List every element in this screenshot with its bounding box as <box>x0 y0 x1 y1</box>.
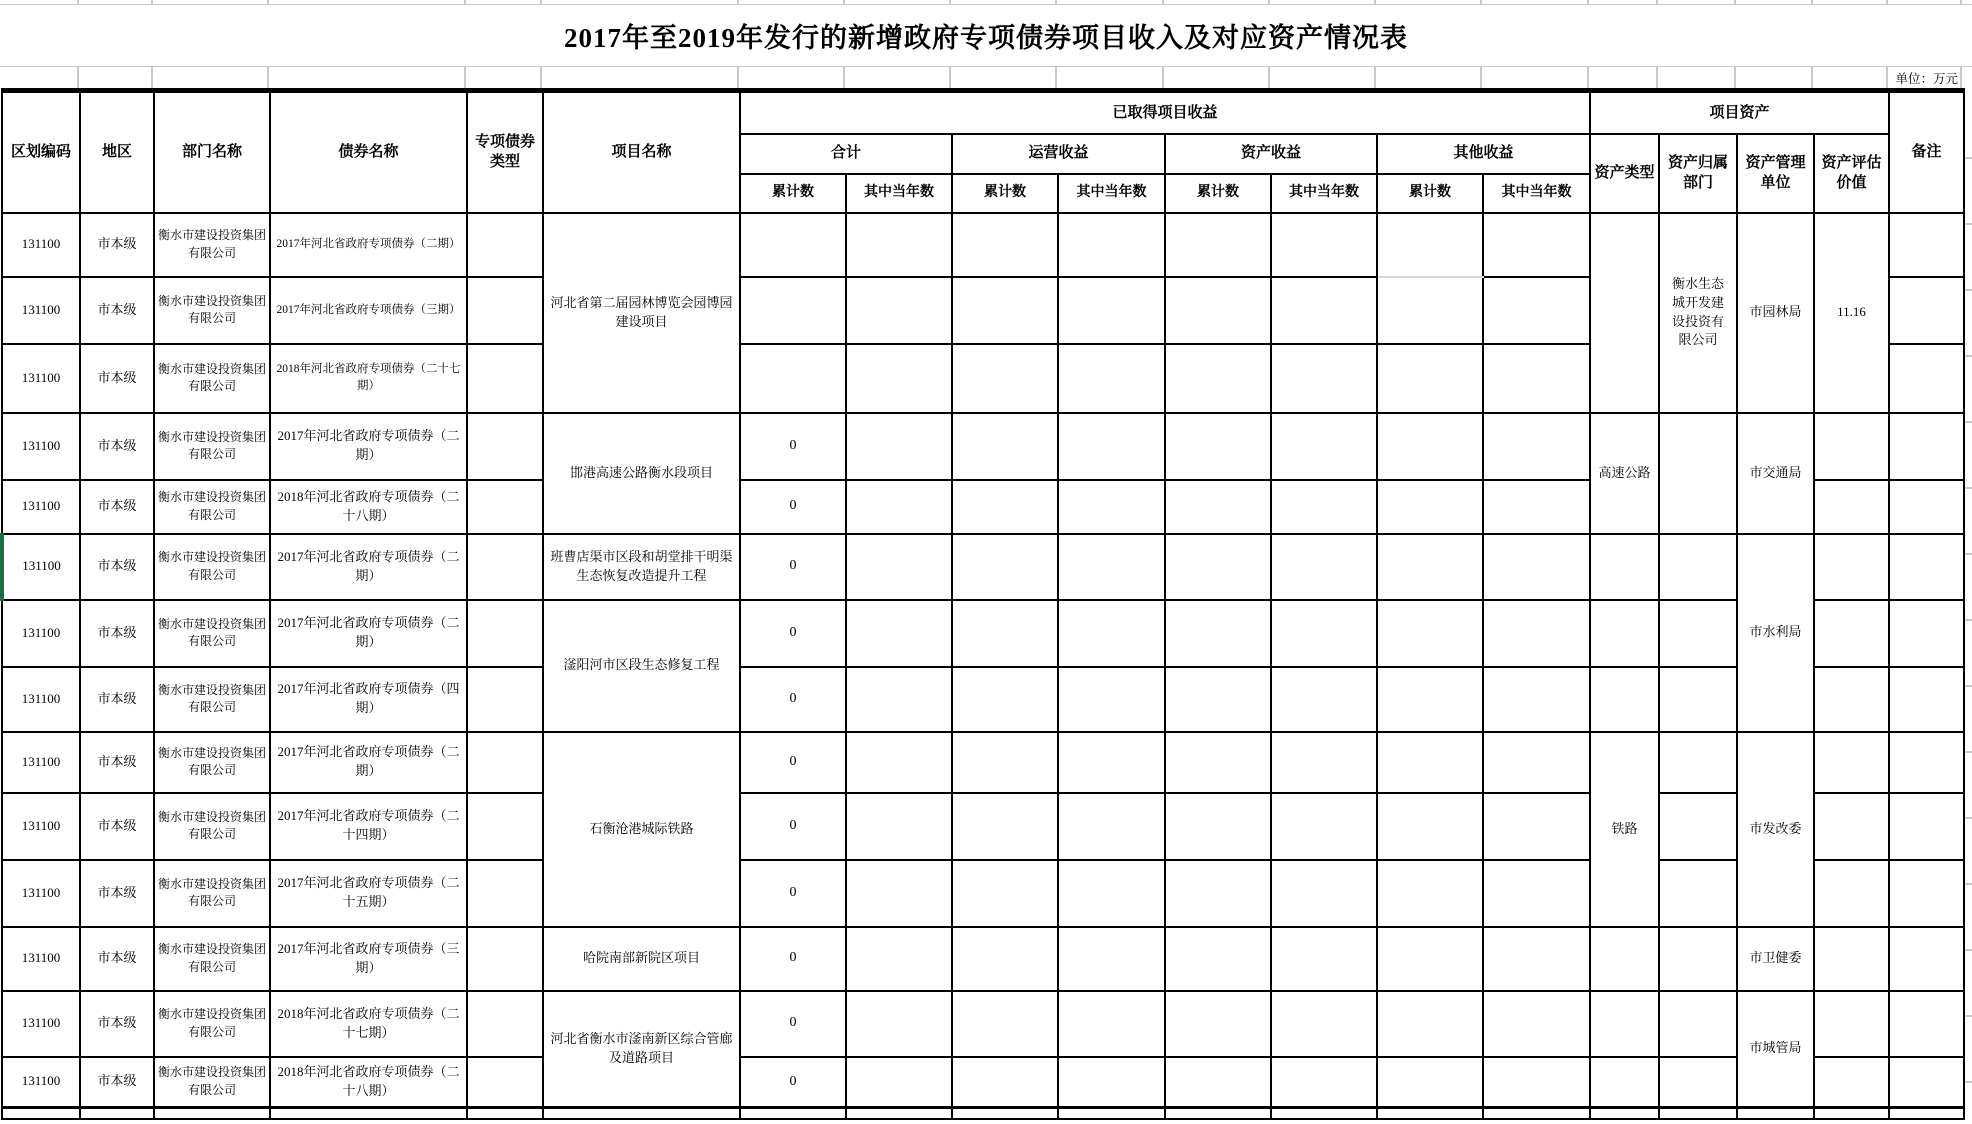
header-department[interactable]: 部门名称 <box>154 91 270 213</box>
cell-bond-name[interactable]: 2017年河北省政府专项债券（三期） <box>270 277 467 344</box>
cell-area[interactable] <box>80 1108 154 1119</box>
cell-asset-income-current-year[interactable] <box>1271 534 1377 600</box>
cell-asset-owner[interactable] <box>1659 600 1737 667</box>
cell-asset-type[interactable] <box>1590 1108 1659 1119</box>
cell-asset-income-cumulative[interactable] <box>1165 927 1271 991</box>
bond-projects-table <box>0 88 1965 1120</box>
cell-area[interactable]: 市本级 <box>80 413 154 480</box>
cell-asset-income-current-year[interactable] <box>1271 927 1377 991</box>
cell-asset-type[interactable]: 铁路 <box>1590 732 1659 927</box>
cell-operating-current-year[interactable] <box>1058 860 1165 927</box>
cell-total-cumulative[interactable] <box>740 344 846 413</box>
cell-bond-type[interactable] <box>467 344 543 413</box>
cell-total-current-year[interactable] <box>846 344 952 413</box>
cell-bond-name[interactable]: 2018年河北省政府专项债券（二十八期） <box>270 480 467 534</box>
cell-area[interactable]: 市本级 <box>80 480 154 534</box>
cell-total-current-year[interactable] <box>846 991 952 1057</box>
cell-other-cumulative[interactable] <box>1377 860 1483 927</box>
cell-asset-manager[interactable] <box>1737 1108 1814 1119</box>
cell-operating-cumulative[interactable] <box>952 732 1058 793</box>
cell-bond-type[interactable] <box>467 534 543 600</box>
cell-operating-current-year[interactable] <box>1058 667 1165 732</box>
cell-department[interactable]: 衡水市建设投资集团有限公司 <box>154 732 270 793</box>
cell-operating-cumulative[interactable] <box>952 1057 1058 1108</box>
cell-total-current-year[interactable] <box>846 927 952 991</box>
cell-operating-cumulative[interactable] <box>952 1108 1058 1119</box>
cell-asset-manager[interactable]: 市水利局 <box>1737 534 1814 732</box>
cell-bond-name[interactable]: 2017年河北省政府专项债券（二期） <box>270 600 467 667</box>
cell-remark[interactable] <box>1889 480 1964 534</box>
cell-project-name[interactable]: 河北省衡水市滏南新区综合管廊及道路项目 <box>543 991 740 1108</box>
cell-asset-valuation[interactable] <box>1814 413 1889 480</box>
cell-asset-owner[interactable]: 衡水生态城开发建设投资有限公司 <box>1659 213 1737 413</box>
cell-bond-type[interactable] <box>467 793 543 860</box>
cell-project-name[interactable]: 哈院南部新院区项目 <box>543 927 740 991</box>
cell-asset-valuation[interactable] <box>1814 600 1889 667</box>
cell-asset-owner[interactable] <box>1659 534 1737 600</box>
cell-operating-current-year[interactable] <box>1058 213 1165 277</box>
cell-total-cumulative[interactable]: 0 <box>740 413 846 480</box>
header-asset-valuation[interactable]: 资产评估价值 <box>1814 134 1889 213</box>
cell-project-name[interactable]: 班曹店渠市区段和胡堂排干明渠生态恢复改造提升工程 <box>543 534 740 600</box>
cell-asset-type[interactable] <box>1590 213 1659 413</box>
cell-bond-name[interactable]: 2017年河北省政府专项债券（二期） <box>270 534 467 600</box>
cell-asset-income-cumulative[interactable] <box>1165 413 1271 480</box>
cell-operating-cumulative[interactable] <box>952 793 1058 860</box>
cell-other-current-year[interactable] <box>1483 793 1590 860</box>
cell-asset-income-current-year[interactable] <box>1271 1108 1377 1119</box>
cell-other-current-year[interactable] <box>1483 1057 1590 1108</box>
cell-asset-valuation[interactable] <box>1814 860 1889 927</box>
cell-asset-manager[interactable]: 市园林局 <box>1737 213 1814 413</box>
cell-operating-cumulative[interactable] <box>952 277 1058 344</box>
cell-asset-owner[interactable] <box>1659 991 1737 1057</box>
cell-bond-name[interactable]: 2018年河北省政府专项债券（二十七期） <box>270 991 467 1057</box>
cell-other-current-year[interactable] <box>1483 1108 1590 1119</box>
header-bond-name[interactable]: 债券名称 <box>270 91 467 213</box>
header-income-asset[interactable]: 资产收益 <box>1165 134 1377 174</box>
cell-bond-type[interactable] <box>467 600 543 667</box>
cell-total-cumulative[interactable]: 0 <box>740 480 846 534</box>
cell-asset-income-current-year[interactable] <box>1271 860 1377 927</box>
cell-project-name[interactable]: 滏阳河市区段生态修复工程 <box>543 600 740 732</box>
cell-total-current-year[interactable] <box>846 480 952 534</box>
cell-other-cumulative[interactable] <box>1377 413 1483 480</box>
cell-bond-type[interactable] <box>467 480 543 534</box>
cell-bond-name[interactable]: 2017年河北省政府专项债券（二十四期） <box>270 793 467 860</box>
header-bond-type[interactable]: 专项债券类型 <box>467 91 543 213</box>
cell-region-code[interactable]: 131100 <box>2 860 80 927</box>
cell-asset-valuation[interactable] <box>1814 534 1889 600</box>
cell-other-current-year[interactable] <box>1483 344 1590 413</box>
cell-operating-cumulative[interactable] <box>952 344 1058 413</box>
cell-region-code[interactable]: 131100 <box>2 732 80 793</box>
cell-asset-valuation[interactable] <box>1814 793 1889 860</box>
cell-total-cumulative[interactable]: 0 <box>740 732 846 793</box>
cell-region-code[interactable]: 131100 <box>2 534 80 600</box>
cell-other-current-year[interactable] <box>1483 413 1590 480</box>
cell-remark[interactable] <box>1889 991 1964 1057</box>
header-asset-group[interactable]: 项目资产 <box>1590 91 1889 134</box>
cell-bond-type[interactable] <box>467 1057 543 1108</box>
unit-row <box>0 66 1972 88</box>
header-asset-owner[interactable]: 资产归属部门 <box>1659 134 1737 213</box>
cell-other-current-year[interactable] <box>1483 480 1590 534</box>
header-region-code[interactable]: 区划编码 <box>2 91 80 213</box>
cell-operating-current-year[interactable] <box>1058 927 1165 991</box>
cell-asset-owner[interactable] <box>1659 860 1737 927</box>
cell-remark[interactable] <box>1889 534 1964 600</box>
cell-area[interactable]: 市本级 <box>80 793 154 860</box>
header-income-operating[interactable]: 运营收益 <box>952 134 1165 174</box>
cell-department[interactable]: 衡水市建设投资集团有限公司 <box>154 277 270 344</box>
cell-asset-income-cumulative[interactable] <box>1165 213 1271 277</box>
cell-area[interactable]: 市本级 <box>80 277 154 344</box>
cell-bond-name[interactable]: 2017年河北省政府专项债券（二期） <box>270 213 467 277</box>
cell-other-cumulative[interactable] <box>1377 793 1483 860</box>
cell-region-code[interactable]: 131100 <box>2 413 80 480</box>
header-project-name[interactable]: 项目名称 <box>543 91 740 213</box>
cell-total-current-year[interactable] <box>846 534 952 600</box>
cell-area[interactable]: 市本级 <box>80 600 154 667</box>
cell-asset-income-cumulative[interactable] <box>1165 600 1271 667</box>
sheet-title: 2017年至2019年发行的新增政府专项债券项目收入及对应资产情况表 <box>564 23 1408 53</box>
cell-project-name[interactable]: 邯港高速公路衡水段项目 <box>543 413 740 534</box>
cell-remark[interactable] <box>1889 1108 1964 1119</box>
cell-total-current-year[interactable] <box>846 860 952 927</box>
cell-other-current-year[interactable] <box>1483 600 1590 667</box>
header-asset-cumulative[interactable]: 累计数 <box>1165 174 1271 213</box>
cell-total-cumulative[interactable]: 0 <box>740 793 846 860</box>
cell-operating-cumulative[interactable] <box>952 860 1058 927</box>
header-income-other[interactable]: 其他收益 <box>1377 134 1590 174</box>
cell-remark[interactable] <box>1889 277 1964 344</box>
cell-operating-current-year[interactable] <box>1058 793 1165 860</box>
cell-asset-income-cumulative[interactable] <box>1165 991 1271 1057</box>
cell-asset-valuation[interactable] <box>1814 1057 1889 1108</box>
cell-other-current-year[interactable] <box>1483 534 1590 600</box>
cell-project-name[interactable] <box>543 1108 740 1119</box>
cell-bond-type[interactable] <box>467 927 543 991</box>
cell-other-current-year[interactable] <box>1483 991 1590 1057</box>
cell-region-code[interactable]: 131100 <box>2 991 80 1057</box>
cell-asset-income-current-year[interactable] <box>1271 213 1377 277</box>
cell-remark[interactable] <box>1889 667 1964 732</box>
cell-other-cumulative[interactable] <box>1377 1108 1483 1119</box>
cell-total-current-year[interactable] <box>846 793 952 860</box>
cell-operating-cumulative[interactable] <box>952 480 1058 534</box>
cell-total-cumulative[interactable] <box>740 213 846 277</box>
cell-region-code[interactable]: 131100 <box>2 480 80 534</box>
cell-asset-type[interactable] <box>1590 1057 1659 1108</box>
cell-asset-type[interactable] <box>1590 534 1659 600</box>
cell-area[interactable]: 市本级 <box>80 534 154 600</box>
cell-remark[interactable] <box>1889 732 1964 793</box>
cell-bond-name[interactable] <box>270 1108 467 1119</box>
cell-area[interactable]: 市本级 <box>80 732 154 793</box>
cell-asset-manager[interactable]: 市交通局 <box>1737 413 1814 534</box>
cell-other-cumulative[interactable] <box>1377 927 1483 991</box>
cell-department[interactable]: 衡水市建设投资集团有限公司 <box>154 600 270 667</box>
cell-area[interactable]: 市本级 <box>80 1057 154 1108</box>
cell-asset-manager[interactable]: 市城管局 <box>1737 991 1814 1108</box>
unit-label: 单位：万元 <box>1895 71 1958 86</box>
cell-bond-name[interactable]: 2017年河北省政府专项债券（二十五期） <box>270 860 467 927</box>
cell-remark[interactable] <box>1889 600 1964 667</box>
cell-bond-type[interactable] <box>467 213 543 277</box>
cell-total-current-year[interactable] <box>846 667 952 732</box>
cell-asset-valuation[interactable] <box>1814 732 1889 793</box>
cell-region-code[interactable]: 131100 <box>2 793 80 860</box>
cell-bond-type[interactable] <box>467 277 543 344</box>
cell-operating-cumulative[interactable] <box>952 413 1058 480</box>
cell-department[interactable]: 衡水市建设投资集团有限公司 <box>154 480 270 534</box>
cell-asset-income-cumulative[interactable] <box>1165 480 1271 534</box>
cell-operating-cumulative[interactable] <box>952 534 1058 600</box>
cell-asset-owner[interactable] <box>1659 927 1737 991</box>
cell-remark[interactable] <box>1889 344 1964 413</box>
header-operating-cumulative[interactable]: 累计数 <box>952 174 1058 213</box>
header-income-group[interactable]: 已取得项目收益 <box>740 91 1590 134</box>
cell-other-cumulative[interactable] <box>1377 534 1483 600</box>
header-total-cumulative[interactable]: 累计数 <box>740 174 846 213</box>
cell-area[interactable]: 市本级 <box>80 344 154 413</box>
cell-total-cumulative[interactable] <box>740 1108 846 1119</box>
cell-remark[interactable] <box>1889 213 1964 277</box>
cell-bond-name[interactable]: 2018年河北省政府专项债券（二十八期） <box>270 1057 467 1108</box>
cell-bond-name[interactable]: 2017年河北省政府专项债券（二期） <box>270 732 467 793</box>
cell-other-current-year[interactable] <box>1483 213 1590 277</box>
cell-area[interactable]: 市本级 <box>80 860 154 927</box>
cell-operating-current-year[interactable] <box>1058 991 1165 1057</box>
cell-asset-income-cumulative[interactable] <box>1165 534 1271 600</box>
cell-region-code[interactable]: 131100 <box>2 600 80 667</box>
cell-department[interactable]: 衡水市建设投资集团有限公司 <box>154 413 270 480</box>
cell-asset-valuation[interactable] <box>1814 667 1889 732</box>
cell-asset-type[interactable] <box>1590 600 1659 667</box>
header-operating-current-year[interactable]: 其中当年数 <box>1058 174 1165 213</box>
header-asset-current-year[interactable]: 其中当年数 <box>1271 174 1377 213</box>
cell-asset-income-current-year[interactable] <box>1271 667 1377 732</box>
header-asset-type[interactable]: 资产类型 <box>1590 134 1659 213</box>
cell-other-current-year[interactable] <box>1483 277 1590 344</box>
cell-asset-valuation[interactable]: 11.16 <box>1814 213 1889 413</box>
cell-other-cumulative[interactable] <box>1377 667 1483 732</box>
header-other-cumulative[interactable]: 累计数 <box>1377 174 1483 213</box>
cell-project-name[interactable]: 河北省第二届园林博览会园博园建设项目 <box>543 213 740 413</box>
cell-asset-type[interactable] <box>1590 667 1659 732</box>
cell-bond-type[interactable] <box>467 732 543 793</box>
cell-asset-owner[interactable] <box>1659 413 1737 534</box>
cell-asset-owner[interactable] <box>1659 667 1737 732</box>
cell-total-current-year[interactable] <box>846 600 952 667</box>
cell-remark[interactable] <box>1889 793 1964 860</box>
cell-total-current-year[interactable] <box>846 413 952 480</box>
cell-region-code[interactable]: 131100 <box>2 667 80 732</box>
cell-other-cumulative[interactable] <box>1377 1057 1483 1108</box>
cell-asset-valuation[interactable] <box>1814 927 1889 991</box>
cell-region-code[interactable]: 131100 <box>2 927 80 991</box>
cell-department[interactable]: 衡水市建设投资集团有限公司 <box>154 793 270 860</box>
cell-department[interactable]: 衡水市建设投资集团有限公司 <box>154 927 270 991</box>
cell-operating-current-year[interactable] <box>1058 732 1165 793</box>
cell-region-code[interactable]: 131100 <box>2 277 80 344</box>
cell-region-code[interactable] <box>2 1108 80 1119</box>
cell-asset-income-cumulative[interactable] <box>1165 277 1271 344</box>
cell-asset-income-current-year[interactable] <box>1271 732 1377 793</box>
cell-other-cumulative[interactable] <box>1377 732 1483 793</box>
cell-total-cumulative[interactable]: 0 <box>740 667 846 732</box>
header-other-current-year[interactable]: 其中当年数 <box>1483 174 1590 213</box>
cell-other-current-year[interactable] <box>1483 927 1590 991</box>
cell-asset-income-current-year[interactable] <box>1271 413 1377 480</box>
cell-asset-income-cumulative[interactable] <box>1165 667 1271 732</box>
cell-operating-cumulative[interactable] <box>952 213 1058 277</box>
cell-total-current-year[interactable] <box>846 1057 952 1108</box>
cell-asset-income-cumulative[interactable] <box>1165 344 1271 413</box>
cell-operating-current-year[interactable] <box>1058 277 1165 344</box>
cell-department[interactable]: 衡水市建设投资集团有限公司 <box>154 667 270 732</box>
cell-asset-valuation[interactable] <box>1814 991 1889 1057</box>
cell-other-cumulative[interactable] <box>1377 213 1483 277</box>
cell-bond-type[interactable] <box>467 1108 543 1119</box>
cell-asset-owner[interactable] <box>1659 1057 1737 1108</box>
cell-asset-income-cumulative[interactable] <box>1165 1057 1271 1108</box>
cell-area[interactable]: 市本级 <box>80 213 154 277</box>
cell-department[interactable] <box>154 1108 270 1119</box>
cell-department[interactable]: 衡水市建设投资集团有限公司 <box>154 344 270 413</box>
cell-bond-type[interactable] <box>467 667 543 732</box>
cell-asset-income-current-year[interactable] <box>1271 344 1377 413</box>
cell-other-cumulative[interactable] <box>1377 600 1483 667</box>
cell-bond-name[interactable]: 2017年河北省政府专项债券（三期） <box>270 927 467 991</box>
cell-asset-manager[interactable]: 市发改委 <box>1737 732 1814 927</box>
cell-department[interactable]: 衡水市建设投资集团有限公司 <box>154 991 270 1057</box>
header-total-current-year[interactable]: 其中当年数 <box>846 174 952 213</box>
cell-asset-income-current-year[interactable] <box>1271 600 1377 667</box>
cell-other-cumulative[interactable] <box>1377 344 1483 413</box>
cell-remark[interactable] <box>1889 413 1964 480</box>
cell-asset-income-cumulative[interactable] <box>1165 732 1271 793</box>
cell-area[interactable]: 市本级 <box>80 927 154 991</box>
cell-other-cumulative[interactable] <box>1377 480 1483 534</box>
cell-region-code[interactable]: 131100 <box>2 344 80 413</box>
cell-asset-owner[interactable] <box>1659 1108 1737 1119</box>
cell-operating-cumulative[interactable] <box>952 991 1058 1057</box>
cell-asset-type[interactable]: 高速公路 <box>1590 413 1659 534</box>
cell-remark[interactable] <box>1889 927 1964 991</box>
cell-total-cumulative[interactable]: 0 <box>740 860 846 927</box>
cell-total-current-year[interactable] <box>846 1108 952 1119</box>
cell-asset-income-current-year[interactable] <box>1271 1057 1377 1108</box>
cell-asset-income-current-year[interactable] <box>1271 480 1377 534</box>
cell-asset-income-current-year[interactable] <box>1271 277 1377 344</box>
cell-other-cumulative[interactable] <box>1377 991 1483 1057</box>
cell-other-current-year[interactable] <box>1483 860 1590 927</box>
cell-operating-current-year[interactable] <box>1058 344 1165 413</box>
cell-total-current-year[interactable] <box>846 277 952 344</box>
header-asset-manager[interactable]: 资产管理单位 <box>1737 134 1814 213</box>
cell-department[interactable]: 衡水市建设投资集团有限公司 <box>154 534 270 600</box>
cell-asset-income-current-year[interactable] <box>1271 991 1377 1057</box>
cell-operating-cumulative[interactable] <box>952 600 1058 667</box>
cell-project-name[interactable]: 石衡沧港城际铁路 <box>543 732 740 927</box>
header-income-total[interactable]: 合计 <box>740 134 952 174</box>
cell-asset-manager[interactable]: 市卫健委 <box>1737 927 1814 991</box>
cell-department[interactable]: 衡水市建设投资集团有限公司 <box>154 860 270 927</box>
cell-asset-income-cumulative[interactable] <box>1165 793 1271 860</box>
cell-asset-type[interactable] <box>1590 991 1659 1057</box>
cell-asset-valuation[interactable] <box>1814 1108 1889 1119</box>
cell-operating-current-year[interactable] <box>1058 413 1165 480</box>
cell-operating-cumulative[interactable] <box>952 927 1058 991</box>
cell-total-cumulative[interactable] <box>740 277 846 344</box>
cell-operating-current-year[interactable] <box>1058 534 1165 600</box>
cell-operating-cumulative[interactable] <box>952 667 1058 732</box>
cell-department[interactable]: 衡水市建设投资集团有限公司 <box>154 1057 270 1108</box>
cell-asset-type[interactable] <box>1590 927 1659 991</box>
cell-region-code[interactable]: 131100 <box>2 1057 80 1108</box>
cell-total-cumulative[interactable]: 0 <box>740 927 846 991</box>
cell-total-cumulative[interactable]: 0 <box>740 991 846 1057</box>
cell-asset-owner[interactable] <box>1659 732 1737 793</box>
cell-operating-current-year[interactable] <box>1058 600 1165 667</box>
cell-total-cumulative[interactable]: 0 <box>740 534 846 600</box>
cell-asset-income-current-year[interactable] <box>1271 793 1377 860</box>
cell-bond-name[interactable]: 2017年河北省政府专项债券（四期） <box>270 667 467 732</box>
cell-region-code[interactable]: 131100 <box>2 213 80 277</box>
cell-other-current-year[interactable] <box>1483 732 1590 793</box>
header-area[interactable]: 地区 <box>80 91 154 213</box>
cell-asset-income-cumulative[interactable] <box>1165 860 1271 927</box>
cell-remark[interactable] <box>1889 860 1964 927</box>
cell-area[interactable]: 市本级 <box>80 991 154 1057</box>
cell-operating-current-year[interactable] <box>1058 1057 1165 1108</box>
cell-total-cumulative[interactable]: 0 <box>740 1057 846 1108</box>
cell-other-cumulative[interactable] <box>1377 277 1483 344</box>
cell-asset-owner[interactable] <box>1659 793 1737 860</box>
cell-asset-valuation[interactable] <box>1814 480 1889 534</box>
cell-total-current-year[interactable] <box>846 213 952 277</box>
cell-bond-name[interactable]: 2018年河北省政府专项债券（二十七期） <box>270 344 467 413</box>
cell-department[interactable]: 衡水市建设投资集团有限公司 <box>154 213 270 277</box>
cell-total-current-year[interactable] <box>846 732 952 793</box>
cell-total-cumulative[interactable]: 0 <box>740 600 846 667</box>
cell-area[interactable]: 市本级 <box>80 667 154 732</box>
cell-bond-type[interactable] <box>467 991 543 1057</box>
cell-bond-name[interactable]: 2017年河北省政府专项债券（二期） <box>270 413 467 480</box>
cell-other-current-year[interactable] <box>1483 667 1590 732</box>
cell-operating-current-year[interactable] <box>1058 480 1165 534</box>
header-remark[interactable]: 备注 <box>1889 91 1964 213</box>
right-gridline-gutter <box>1965 93 1972 1124</box>
cell-asset-income-cumulative[interactable] <box>1165 1108 1271 1119</box>
cell-remark[interactable] <box>1889 1057 1964 1108</box>
cell-bond-type[interactable] <box>467 860 543 927</box>
cell-bond-type[interactable] <box>467 413 543 480</box>
cell-operating-current-year[interactable] <box>1058 1108 1165 1119</box>
